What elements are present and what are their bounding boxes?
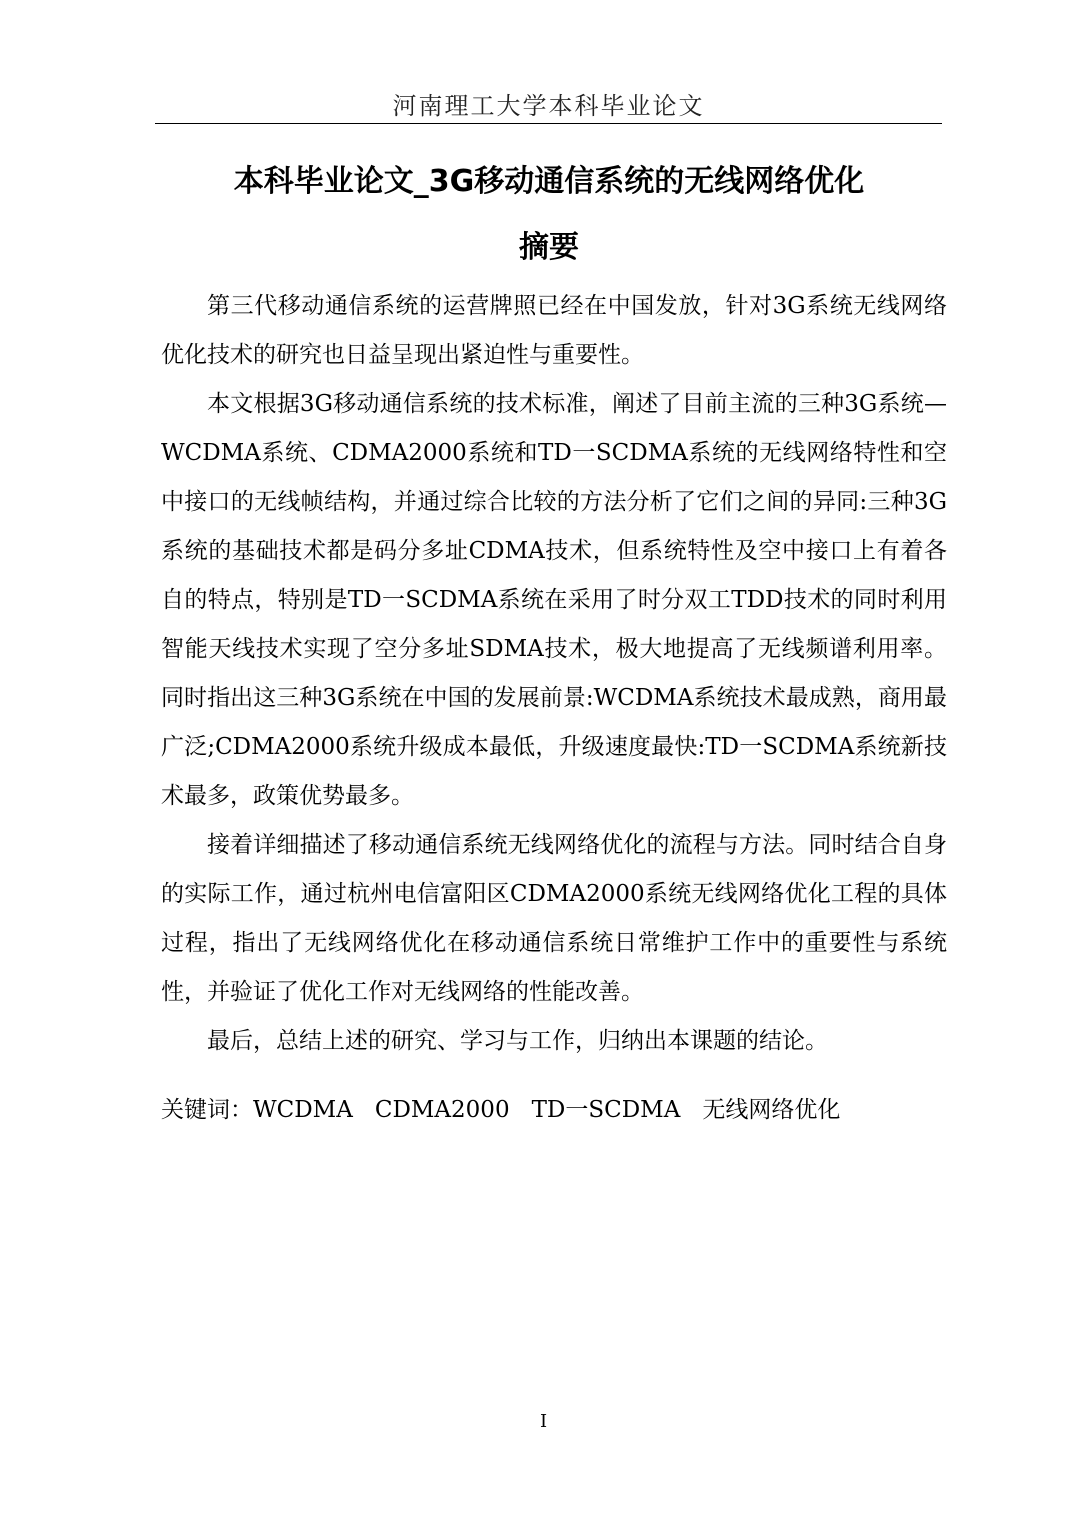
keyword-item: CDMA2000 <box>374 1097 510 1123</box>
abstract-paragraph-1: 第三代移动通信系统的运营牌照已经在中国发放，针对3G系统无线网络优化技术的研究也日益呈现出紧迫性与重要性。 <box>161 293 947 368</box>
abstract-paragraph-4: 最后，总结上述的研究、学习与工作，归纳出本课题的结论。 <box>207 1028 828 1054</box>
keywords-line <box>161 1088 947 1132</box>
abstract-paragraph-3: 接着详细描述了移动通信系统无线网络优化的流程与方法。同时结合自身的实际工作，通过杭州电信富阳区CDMA2000系统无线网络优化工程的具体过程，指出了无线网络优化在移动通信系统日常维护工作中的重要性与系统性，并验证了优化工作对无线网络的性能改善。 <box>161 832 947 1005</box>
keyword-item: TD一SCDMA <box>531 1097 681 1123</box>
keywords-label: 关键词： <box>161 1097 253 1123</box>
abstract-body <box>161 282 947 1066</box>
keyword-item: 无线网络优化 <box>702 1097 841 1123</box>
page-number: I <box>539 1411 548 1432</box>
abstract-paragraph-2: 本文根据3G移动通信系统的技术标准，阐述了目前主流的三种3G系统—WCDMA系统、CDMA2000系统和TD一SCDMA系统的无线网络特性和空中接口的无线帧结构，并通过综合比较的方法分析了它们之间的异同:三种3G系统的基础技术都是码分多址CDMA技术，但系统特性及空中接口上有着各自的特点，特别是TD一SCDMA系统在采用了时分双工TDD技术的同时利用智能天线技术实现了空分多址SDMA技术，极大地提高了无线频谱利用率。同时指出这三种3G系统在中国的发展前景:WCDMA系统技术最成熟，商用最广泛;CDMA2000系统升级成本最低，升级速度最快:TD一SCDMA系统新技术最多，政策优势最多。 <box>161 391 947 809</box>
keyword-item: WCDMA <box>253 1097 353 1123</box>
header-rule <box>155 123 942 124</box>
running-header: 河南理工大学本科毕业论文 <box>392 92 705 120</box>
abstract-heading: 摘要 <box>519 230 579 265</box>
document-title: 本科毕业论文_3G移动通信系统的无线网络优化 <box>233 164 865 199</box>
